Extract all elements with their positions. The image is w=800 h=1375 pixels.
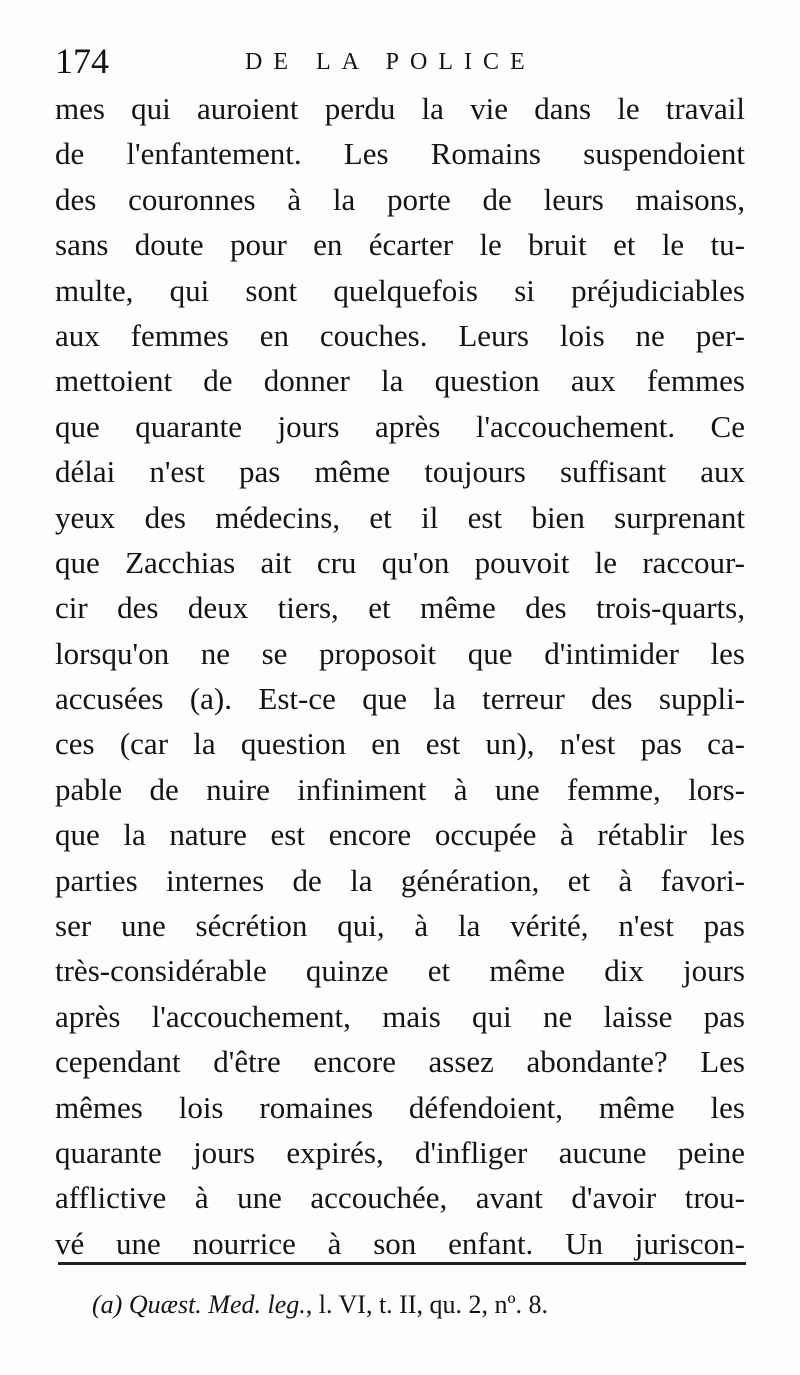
text-line: aux femmes en couches. Leurs lois ne per- (55, 317, 745, 353)
footnote (92, 1287, 702, 1323)
text-line: lorsqu'on ne se proposoit que d'intimider les (55, 635, 745, 671)
text-line: que quarante jours après l'accouchement. Ce (55, 408, 745, 444)
text-line: pable de nuire infiniment à une femme, lors- (55, 771, 745, 807)
body-text (55, 86, 745, 1266)
text-line: sans doute pour en écarter le bruit et le tu- (55, 227, 745, 263)
footnote-marker: (a) (92, 1290, 123, 1319)
footnote-title: Quæst. Med. leg. (128, 1290, 306, 1319)
page-number: 174 (55, 41, 109, 81)
text-line: parties internes de la génération, et à favori- (55, 862, 745, 898)
text-line: vé une nourrice à son enfant. Un juriscon- (55, 1225, 745, 1261)
text-line: cependant d'être encore assez abondante? Les (55, 1044, 745, 1080)
text-line: ces (car la question en est un), n'est pas ca- (55, 726, 745, 762)
text-line: après l'accouchement, mais qui ne laisse pas (55, 998, 745, 1034)
text-line: des couronnes à la porte de leurs maisons, (55, 181, 745, 217)
footnote-reference: , l. VI, t. II, qu. 2, nº. 8. (305, 1290, 549, 1319)
text-line: cir des deux tiers, et même des trois-quarts, (55, 590, 745, 626)
text-line: que Zacchias ait cru qu'on pouvoit le raccour- (55, 544, 745, 580)
text-line: ser une sécrétion qui, à la vérité, n'est pas (55, 908, 745, 944)
text-line: mettoient de donner la question aux femmes (55, 363, 745, 399)
text-line: de l'enfantement. Les Romains suspendoient (55, 136, 745, 172)
text-line: très-considérable quinze et même dix jours (55, 953, 745, 989)
page-header (55, 38, 755, 84)
text-line: mêmes lois romaines défendoient, même les (55, 1089, 745, 1125)
text-line: accusées (a). Est-ce que la terreur des suppli- (55, 681, 745, 717)
text-line: que la nature est encore occupée à rétablir les (55, 817, 745, 853)
text-line: quarante jours expirés, d'infliger aucune peine (55, 1134, 745, 1170)
text-line: mes qui auroient perdu la vie dans le travail (55, 91, 745, 126)
text-line: délai n'est pas même toujours suffisant aux (55, 454, 745, 490)
text-line: multe, qui sont quelquefois si préjudiciables (55, 272, 745, 308)
footnote-rule (58, 1262, 746, 1265)
text-line: yeux des médecins, et il est bien surprenant (55, 499, 745, 535)
text-line: afflictive à une accouchée, avant d'avoir trou- (55, 1180, 745, 1216)
running-head: DE LA POLICE (245, 49, 536, 75)
